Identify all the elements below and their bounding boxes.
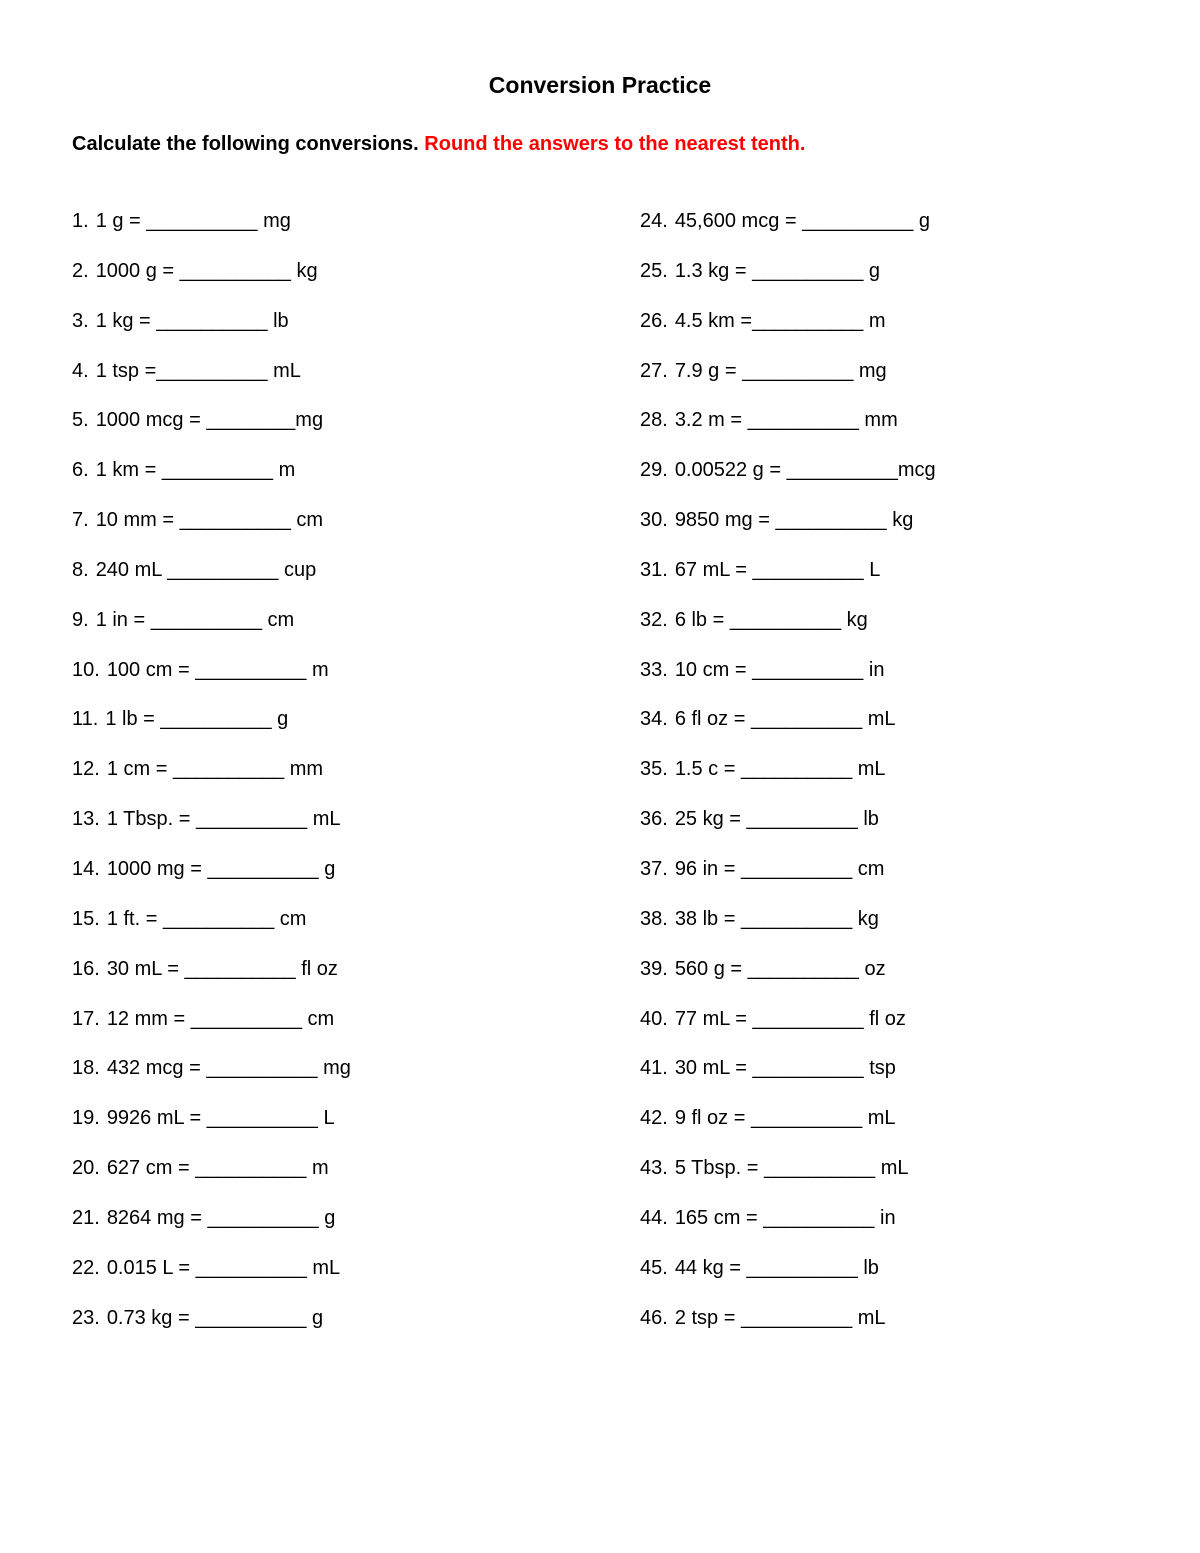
problem-row	[72, 1008, 351, 1058]
problem-number: 28.	[640, 409, 668, 432]
problem-row	[640, 708, 936, 758]
problem-number: 37.	[640, 857, 668, 880]
answer-unit: cm	[274, 907, 307, 930]
problem-number: 42.	[640, 1107, 668, 1130]
problem-expression: 45,600 mcg =	[674, 210, 803, 232]
problem-number: 16.	[72, 957, 100, 980]
answer-blank: __________	[752, 658, 864, 681]
problem-number: 9.	[72, 608, 89, 631]
problem-row	[640, 609, 936, 659]
page-title: Conversion Practice	[488, 72, 712, 98]
problem-number: 23.	[72, 1306, 100, 1329]
problem-row	[640, 1057, 936, 1107]
problem-number: 14.	[72, 857, 100, 880]
answer-unit: L	[317, 1107, 335, 1130]
answer-unit: mL	[852, 1306, 886, 1329]
answer-unit: mL	[307, 808, 341, 831]
answer-blank: __________	[190, 1007, 302, 1030]
answer-unit: kg	[841, 608, 868, 631]
problem-row	[640, 758, 936, 808]
problem-number: 8.	[72, 558, 89, 581]
problem-expression: 627 cm =	[106, 1157, 196, 1180]
problem-number: 20.	[72, 1157, 100, 1180]
problem-expression: 1.5 c =	[674, 758, 741, 781]
problem-expression: 1 lb =	[105, 708, 161, 731]
problem-row	[640, 808, 936, 858]
problem-number: 26.	[640, 309, 668, 332]
answer-blank: __________	[195, 658, 307, 681]
answer-unit: lb	[267, 309, 289, 332]
answer-blank: __________	[752, 309, 864, 332]
problem-expression: 100 cm =	[106, 658, 196, 681]
answer-unit: mm	[858, 409, 898, 432]
problem-number: 33.	[640, 658, 668, 681]
problem-number: 15.	[72, 907, 100, 930]
answer-blank: __________	[747, 409, 859, 432]
problem-row	[72, 908, 351, 958]
answer-unit: kg	[290, 259, 318, 282]
problem-number: 4.	[72, 359, 89, 382]
problem-expression: 6 fl oz =	[674, 708, 751, 731]
answer-unit: lb	[857, 1256, 879, 1279]
problem-row	[72, 659, 351, 709]
answer-unit: mL	[306, 1256, 341, 1279]
problem-expression: 0.00522 g =	[674, 459, 787, 482]
problem-row	[72, 559, 351, 609]
problem-number: 11.	[72, 708, 99, 731]
answer-blank: __________	[746, 808, 858, 831]
answer-blank: __________	[162, 907, 275, 930]
problem-expression: 240 mL	[95, 558, 168, 581]
problem-expression: 12 mm =	[106, 1007, 191, 1030]
answer-unit: g	[863, 259, 881, 282]
answer-unit: mL	[862, 1107, 896, 1130]
problem-row	[640, 210, 936, 260]
answer-blank: __________	[146, 210, 258, 232]
answer-blank: __________	[184, 957, 296, 980]
answer-unit: L	[863, 558, 881, 581]
problem-expression: 560 g =	[674, 957, 748, 980]
problem-number: 24.	[640, 210, 668, 232]
answer-unit: m	[306, 658, 329, 681]
answer-blank: __________	[206, 1057, 318, 1080]
problem-number: 1.	[72, 210, 89, 232]
problem-number: 46.	[640, 1306, 668, 1329]
problem-row	[72, 609, 351, 659]
answer-unit: mg	[853, 359, 887, 382]
answer-blank: __________	[207, 1206, 319, 1229]
problem-expression: 9926 mL =	[106, 1107, 207, 1130]
answer-unit: tsp	[863, 1057, 896, 1080]
problem-row	[640, 310, 936, 360]
problem-expression: 10 mm =	[95, 509, 180, 532]
problem-row	[640, 958, 936, 1008]
answer-blank: __________	[160, 708, 272, 731]
answer-unit: m	[273, 459, 296, 482]
problem-row	[72, 509, 351, 559]
answer-unit: kg	[886, 509, 914, 532]
answer-blank: __________	[195, 808, 308, 831]
problem-row	[72, 1057, 351, 1107]
answer-blank: __________	[206, 1107, 318, 1130]
answer-blank: __________	[156, 309, 268, 332]
problem-row	[72, 708, 351, 758]
answer-blank: __________	[763, 1206, 875, 1229]
problem-number: 43.	[640, 1157, 668, 1180]
problem-row	[640, 659, 936, 709]
problem-number: 35.	[640, 758, 668, 781]
problem-expression: 3.2 m =	[674, 409, 748, 432]
answer-unit: fl oz	[863, 1007, 906, 1030]
answer-unit: fl oz	[295, 957, 338, 980]
problem-row	[72, 758, 351, 808]
problem-expression: 1000 mg =	[106, 857, 208, 880]
problems-right-column	[640, 210, 936, 1356]
answer-blank: __________	[750, 1107, 863, 1130]
answer-unit: g	[913, 210, 931, 232]
answer-blank: __________	[786, 459, 898, 482]
answer-blank: __________	[740, 758, 853, 781]
problem-expression: 9 fl oz =	[674, 1107, 751, 1130]
answer-unit: cm	[301, 1007, 335, 1030]
answer-blank: __________	[752, 558, 864, 581]
problem-expression: 432 mcg =	[106, 1057, 207, 1080]
problem-row	[72, 1207, 351, 1257]
problem-number: 21.	[72, 1206, 100, 1229]
problem-expression: 0.015 L =	[106, 1256, 196, 1279]
problem-row	[72, 210, 351, 260]
problem-number: 5.	[72, 409, 89, 432]
answer-unit: lb	[857, 808, 879, 831]
problem-row	[72, 310, 351, 360]
problem-expression: 9850 mg =	[674, 509, 776, 532]
answer-unit: m	[306, 1157, 329, 1180]
answer-blank: __________	[195, 1256, 307, 1279]
answer-unit: mg	[295, 409, 324, 432]
answer-blank: __________	[179, 509, 291, 532]
answer-blank: __________	[752, 1057, 864, 1080]
problem-row	[640, 1207, 936, 1257]
problem-row	[640, 908, 936, 958]
problem-row	[640, 1257, 936, 1307]
problem-number: 6.	[72, 459, 89, 482]
answer-blank: __________	[740, 1306, 853, 1329]
problem-number: 2.	[72, 259, 89, 282]
answer-blank: __________	[161, 459, 274, 482]
problem-row	[72, 1307, 351, 1357]
answer-unit: m	[863, 309, 886, 332]
problem-number: 36.	[640, 808, 668, 831]
problem-expression: 38 lb =	[674, 907, 741, 930]
answer-unit: in	[863, 658, 885, 681]
answer-unit: g	[271, 708, 289, 731]
problem-row	[72, 808, 351, 858]
problem-expression: 1 g =	[95, 210, 147, 232]
instructions	[72, 133, 805, 156]
answer-blank: __________	[747, 957, 859, 980]
answer-unit: mL	[875, 1157, 909, 1180]
problem-expression: 1.3 kg =	[674, 259, 753, 282]
problem-row	[640, 509, 936, 559]
problem-row	[72, 1257, 351, 1307]
problem-expression: 6 lb =	[674, 608, 730, 631]
problem-expression: 8264 mg =	[106, 1206, 208, 1229]
problem-number: 39.	[640, 957, 668, 980]
problem-number: 10.	[72, 658, 100, 681]
problem-number: 41.	[640, 1057, 668, 1080]
answer-blank: __________	[740, 907, 853, 930]
problem-number: 13.	[72, 808, 100, 831]
problems-left-column	[72, 210, 351, 1356]
problem-row	[72, 409, 351, 459]
answer-unit: mL	[267, 359, 301, 382]
problem-expression: 5 Tbsp. =	[674, 1157, 764, 1180]
problem-row	[72, 858, 351, 908]
instructions-text: Calculate the following conversions.	[72, 133, 425, 155]
problem-expression: 1 tsp =	[95, 359, 157, 382]
problem-number: 3.	[72, 309, 89, 332]
problem-expression: 4.5 km =	[674, 309, 753, 332]
problem-expression: 0.73 kg =	[106, 1306, 196, 1329]
answer-blank: __________	[746, 1256, 858, 1279]
problem-number: 31.	[640, 558, 668, 581]
answer-unit: in	[874, 1206, 896, 1229]
answer-blank: __________	[207, 857, 319, 880]
answer-blank: ________	[206, 409, 296, 432]
answer-unit: mL	[862, 708, 896, 731]
problem-number: 34.	[640, 708, 668, 731]
answer-blank: __________	[729, 608, 842, 631]
problem-expression: 30 mL =	[106, 957, 185, 980]
answer-blank: __________	[742, 359, 854, 382]
problem-expression: 1 kg =	[95, 309, 157, 332]
problem-row	[72, 958, 351, 1008]
problem-expression: 1 ft. =	[106, 907, 163, 930]
answer-blank: __________	[150, 608, 262, 631]
problem-number: 38.	[640, 907, 668, 930]
problem-row	[640, 1107, 936, 1157]
answer-unit: kg	[852, 907, 879, 930]
problem-row	[640, 459, 936, 509]
answer-blank: __________	[752, 259, 864, 282]
problem-expression: 67 mL =	[674, 558, 753, 581]
problem-expression: 25 kg =	[674, 808, 747, 831]
problem-row	[640, 260, 936, 310]
problem-number: 22.	[72, 1256, 100, 1279]
problem-row	[72, 1107, 351, 1157]
answer-blank: __________	[172, 758, 285, 781]
problem-number: 29.	[640, 459, 668, 482]
answer-unit: mcg	[897, 459, 936, 482]
problem-number: 44.	[640, 1206, 668, 1229]
problem-expression: 44 kg =	[674, 1256, 747, 1279]
answer-unit: mL	[852, 758, 886, 781]
problem-row	[640, 1157, 936, 1207]
problem-row	[640, 1307, 936, 1357]
problem-row	[640, 1008, 936, 1058]
problem-row	[72, 1157, 351, 1207]
answer-blank: __________	[167, 558, 279, 581]
problem-number: 7.	[72, 509, 89, 532]
problem-expression: 165 cm =	[674, 1206, 764, 1229]
answer-blank: __________	[740, 857, 853, 880]
problem-number: 12.	[72, 758, 100, 781]
problem-number: 18.	[72, 1057, 100, 1080]
problem-expression: 1 km =	[95, 459, 162, 482]
instructions-highlight-text: Round the answers to the nearest tenth.	[424, 133, 806, 155]
answer-blank: __________	[802, 210, 914, 232]
problem-expression: 1000 mcg =	[95, 409, 207, 432]
answer-blank: __________	[750, 708, 863, 731]
problem-number: 45.	[640, 1256, 668, 1279]
problem-row	[640, 858, 936, 908]
answer-unit: oz	[858, 957, 886, 980]
problem-expression: 1 Tbsp. =	[106, 808, 196, 831]
answer-unit: g	[306, 1306, 324, 1329]
problem-expression: 7.9 g =	[674, 359, 743, 382]
answer-unit: cup	[278, 558, 317, 581]
problem-row	[72, 260, 351, 310]
problem-expression: 30 mL =	[674, 1057, 753, 1080]
problem-row	[640, 360, 936, 410]
answer-unit: g	[318, 857, 336, 880]
problem-number: 32.	[640, 608, 668, 631]
problem-expression: 1000 g =	[95, 259, 180, 282]
problem-number: 27.	[640, 359, 668, 382]
answer-blank: __________	[775, 509, 887, 532]
answer-unit: cm	[290, 509, 324, 532]
problem-expression: 1 in =	[95, 608, 151, 631]
answer-unit: mg	[257, 210, 291, 232]
answer-blank: __________	[156, 359, 268, 382]
answer-blank: __________	[763, 1157, 876, 1180]
answer-unit: cm	[852, 857, 885, 880]
problem-expression: 96 in =	[674, 857, 741, 880]
problem-number: 40.	[640, 1007, 668, 1030]
answer-unit: mg	[317, 1057, 351, 1080]
problem-expression: 2 tsp =	[674, 1306, 741, 1329]
answer-unit: g	[318, 1206, 336, 1229]
problem-expression: 1 cm =	[106, 758, 173, 781]
answer-blank: __________	[195, 1157, 307, 1180]
answer-unit: cm	[261, 608, 295, 631]
problem-number: 19.	[72, 1107, 100, 1130]
answer-blank: __________	[752, 1007, 864, 1030]
problem-number: 17.	[72, 1007, 100, 1030]
problem-row	[72, 360, 351, 410]
problem-row	[72, 459, 351, 509]
problem-number: 30.	[640, 509, 668, 532]
problem-expression: 10 cm =	[674, 658, 753, 681]
answer-unit: mm	[284, 758, 324, 781]
answer-blank: __________	[179, 259, 291, 282]
problem-row	[640, 559, 936, 609]
answer-blank: __________	[195, 1306, 307, 1329]
problem-number: 25.	[640, 259, 668, 282]
problem-expression: 77 mL =	[674, 1007, 753, 1030]
problem-row	[640, 409, 936, 459]
